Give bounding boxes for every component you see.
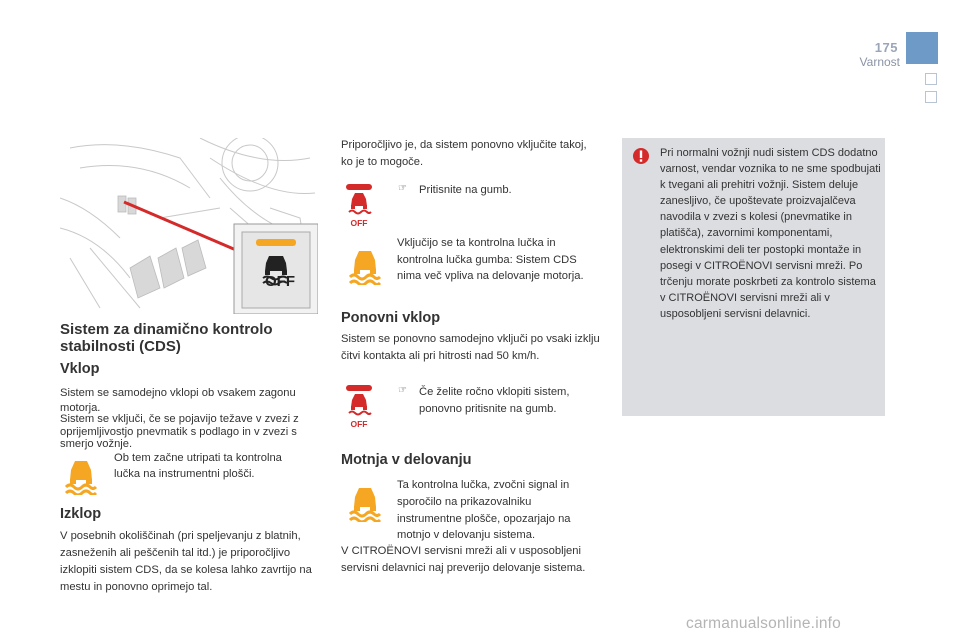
chapter-tab [906,32,938,64]
intro-text: Priporočljivo je, da sistem ponovno vključite takoj, ko je to mogoče. [341,139,587,168]
warning-notice-text: Pri normalni vožnji nudi sistem CDS dodatno varnost, vendar voznika to ne sme spodbujati k tvegani ali prehitri vožnji. Sistem deluje zanesljivo, če upoštevate proizvajalčeva navodila v zvezi s kolesi (pnevmatike in platišča), zavornimi komponentami, elektronskimi deli ter postopki montaže in posegi v CITROËNOVI servisni mreži. Po trčenju morate poskrbeti za kontrolo sistema v CITROËNOVI servisni mreži ali v usposobljeni servisni delavnici. [660,147,881,320]
off-icon-label-2: OFF [350,419,368,429]
ponovni-heading: Ponovni vklop [341,310,441,326]
step-reactivate: Če želite ročno vklopiti sistem, ponovno pritisnite na gumb. [419,386,570,415]
izklop-para: V posebnih okoliščinah (pri speljevanju z blatnih, zasneženih ali peščenih tal itd.) je priporočljivo izklopiti sistem CDS, da se kolesa lahko zavrtijo na mestu in ponovno oprimejo tal. [60,530,312,593]
watermark: carmanualsonline.info [686,615,841,632]
pointer-icon: ☞ [398,183,407,194]
off-button-label: OFF [265,273,295,290]
motnja-para: V CITROËNOVI servisni mreži ali v usposobljeni servisni delavnici naj preverijo delovanje sistema. [341,545,586,574]
cds-warning-lamp-icon-3 [347,484,383,522]
pointer-icon-2: ☞ [398,385,407,396]
cds-warning-lamp-icon [63,457,99,495]
off-icon-label-1: OFF [350,218,368,228]
izklop-heading: Izklop [60,506,102,522]
step-press-button: Pritisnite na gumb. [419,184,512,196]
nav-square-1 [925,73,937,85]
vklop-para-1: Sistem se samodejno vklopi ob vsakem zagonu motorja. [60,387,296,414]
vklop-para-2: Sistem se vključi, če se pojavijo težave v zvezi z oprijemljivostjo pnevmatik s podlago in v zvezi s smerjo vožnje. [60,413,299,450]
nav-square-2 [925,91,937,103]
lamp-on-text: Vključijo se ta kontrolna lučka in kontrolna lučka gumba: Sistem CDS nima več vpliva na delovanje motorja. [397,237,584,282]
section-title: Varnost [859,55,900,69]
page-number: 175 [874,40,898,55]
cds-warning-lamp-icon-2 [347,247,383,285]
ponovni-para: Sistem se ponovno samodejno vključi po vsaki izklju čitvi kontakta ali pri hitrosti nad 50 km/h. [341,333,600,362]
vklop-lamp-text: Ob tem začne utripati ta kontrolna lučka na instrumentni plošči. [114,452,282,481]
motnja-lamp-text: Ta kontrolna lučka, zvočni signal in sporočilo na prikazovalniku instrumentne plošče, opozarjajo na motnjo v delovanju sistema. [397,479,571,542]
exclamation-icon [632,147,650,165]
motnja-heading: Motnja v delovanju [341,452,472,468]
vklop-heading: Vklop [60,361,100,377]
main-title: Sistem za dinamično kontrolo stabilnosti (CDS) [60,321,273,355]
